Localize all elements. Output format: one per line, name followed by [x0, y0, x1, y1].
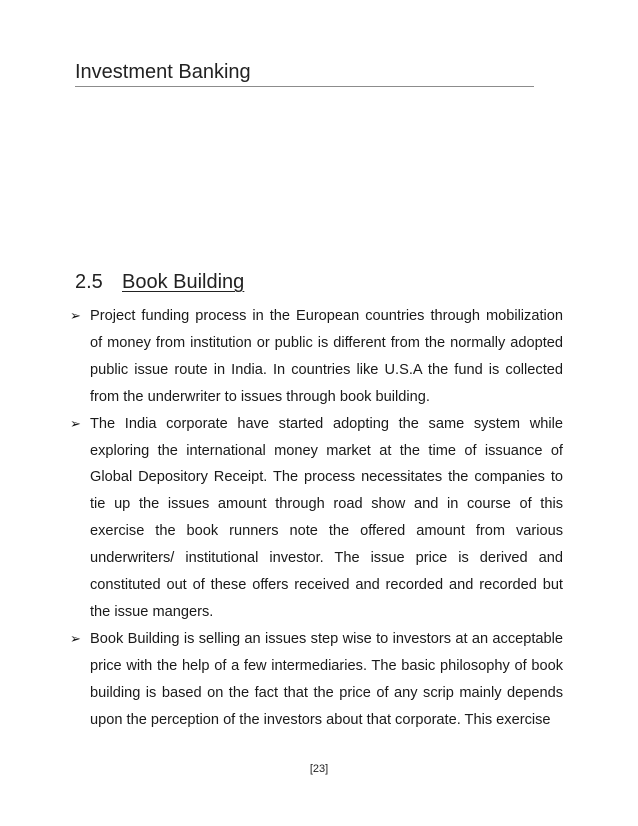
bullet-item: [70, 626, 563, 734]
section-heading: [75, 269, 244, 295]
bullet-text: The India corporate have started adopting the same system while exploring the international money market at the time of issuance of Global Depository Receipt. The process necessitates the companies to tie up the issues amount through road show and in course of this exercise the book runners note the offered amount from various underwriters/ institutional investor. The issue price is derived and constituted out of these offers received and recorded and recorded but the issue mangers.: [90, 415, 563, 620]
bullet-text: Project funding process in the European countries through mobilization of money from institution or public is different from the normally adopted public issue route in India. In countries like U.S.A the fund is collected from the underwriter to issues through book building.: [90, 308, 563, 405]
bullet-item: [70, 303, 563, 411]
arrow-bullet-icon: ➢: [70, 415, 81, 431]
document-title: Investment Banking: [75, 61, 251, 83]
section-title: Book Building: [122, 271, 245, 293]
bullet-list: [70, 303, 563, 734]
bullet-item: [70, 411, 563, 626]
bullet-text: Book Building is selling an issues step wise to investors at an acceptable price with the help of a few intermediaries. The basic philosophy of book building is based on the fact that the price of any scrip mainly depends upon the perception of the investors about that corporate. This exercise: [90, 630, 563, 728]
page-number: [23]: [309, 763, 329, 775]
running-header: [75, 60, 534, 87]
arrow-bullet-icon: ➢: [70, 308, 81, 323]
section-number: 2.5: [75, 271, 103, 293]
arrow-bullet-icon: ➢: [70, 630, 81, 646]
